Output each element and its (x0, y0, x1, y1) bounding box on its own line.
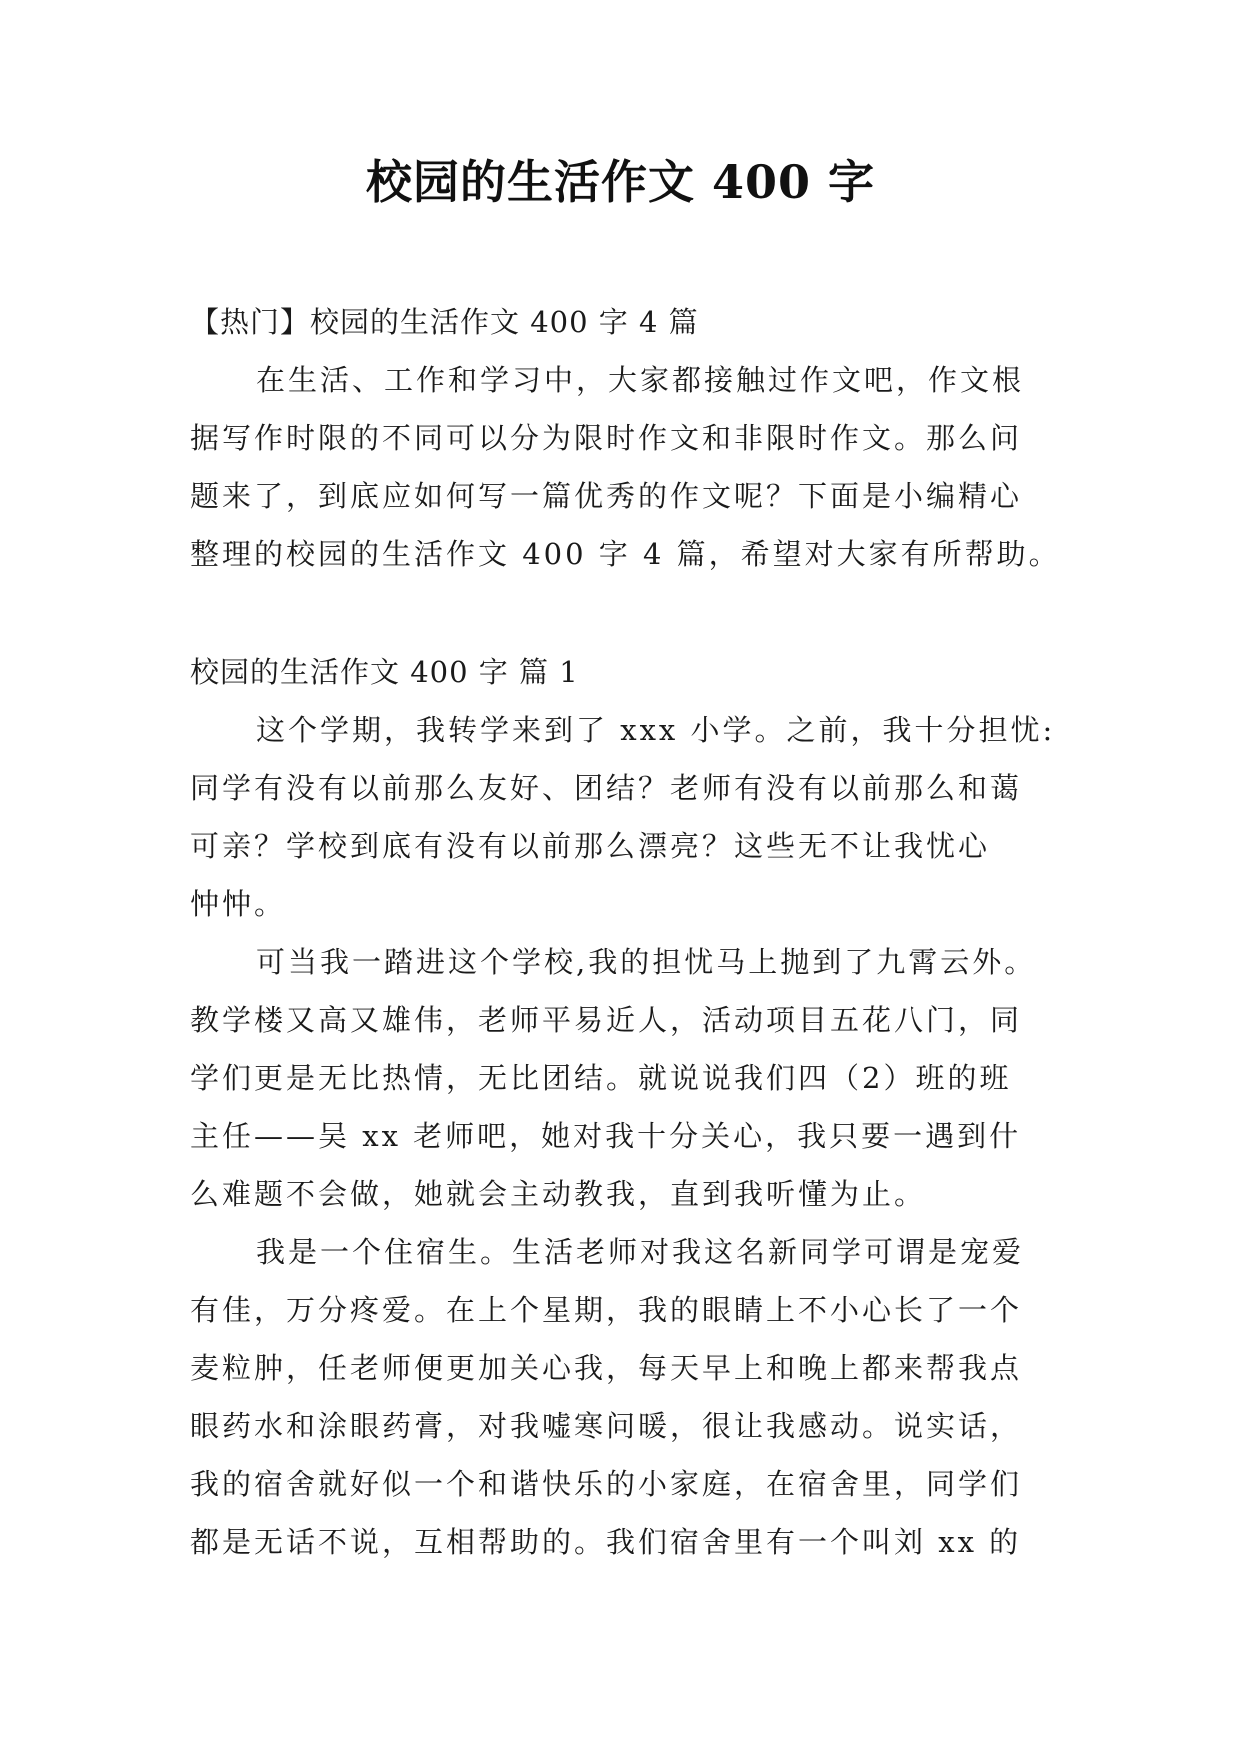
text-line: 同学有没有以前那么友好、团结？老师有没有以前那么和蔼 (190, 771, 1023, 805)
text-line: 麦粒肿，任老师便更加关心我，每天早上和晚上都来帮我点 (190, 1351, 1023, 1385)
document-title: 校园的生活作文 400 字 (365, 155, 876, 209)
text-line: 可亲？学校到底有没有以前那么漂亮？这些无不让我忧心 (190, 829, 991, 863)
text-line: 忡忡。 (190, 887, 287, 921)
section-heading: 校园的生活作文 400 字 篇 1 (190, 655, 579, 689)
text-line: 眼药水和涂眼药膏，对我嘘寒问暖，很让我感动。说实话， (190, 1409, 1023, 1443)
text-line: 么难题不会做，她就会主动教我，直到我听懂为止。 (190, 1177, 927, 1211)
text-line: 整理的校园的生活作文 400 字 4 篇，希望对大家有所帮助。 (190, 537, 1061, 571)
text-line: 有佳，万分疼爱。在上个星期，我的眼睛上不小心长了一个 (190, 1293, 1023, 1327)
text-line: 我是一个住宿生。生活老师对我这名新同学可谓是宠爱 (256, 1235, 1025, 1269)
text-line: 这个学期，我转学来到了 xxx 小学。之前，我十分担忧: (256, 713, 1056, 747)
text-line: 教学楼又高又雄伟，老师平易近人，活动项目五花八门，同 (190, 1003, 1023, 1037)
text-line: 题来了，到底应如何写一篇优秀的作文呢？下面是小编精心 (190, 479, 1023, 513)
text-line: 我的宿舍就好似一个和谐快乐的小家庭，在宿舍里，同学们 (190, 1467, 1023, 1501)
text-line: 都是无话不说，互相帮助的。我们宿舍里有一个叫刘 xx 的 (190, 1525, 1022, 1559)
document-body (190, 293, 1070, 1571)
document-subtitle: 【热门】校园的生活作文 400 字 4 篇 (190, 305, 699, 339)
body-paragraph (190, 933, 1070, 1223)
text-line: 主任——吴 xx 老师吧，她对我十分关心，我只要一遇到什 (190, 1119, 1022, 1153)
text-line: 在生活、工作和学习中，大家都接触过作文吧，作文根 (256, 363, 1025, 397)
body-paragraph (190, 701, 1070, 933)
intro-paragraph (190, 351, 1070, 583)
body-paragraph (190, 1223, 1070, 1571)
text-line: 可当我一踏进这个学校,我的担忧马上抛到了九霄云外。 (256, 945, 1037, 979)
text-line: 据写作时限的不同可以分为限时作文和非限时作文。那么问 (190, 421, 1023, 455)
paragraph-spacer (190, 583, 1070, 643)
text-line: 学们更是无比热情，无比团结。就说说我们四（2）班的班 (190, 1061, 1012, 1095)
